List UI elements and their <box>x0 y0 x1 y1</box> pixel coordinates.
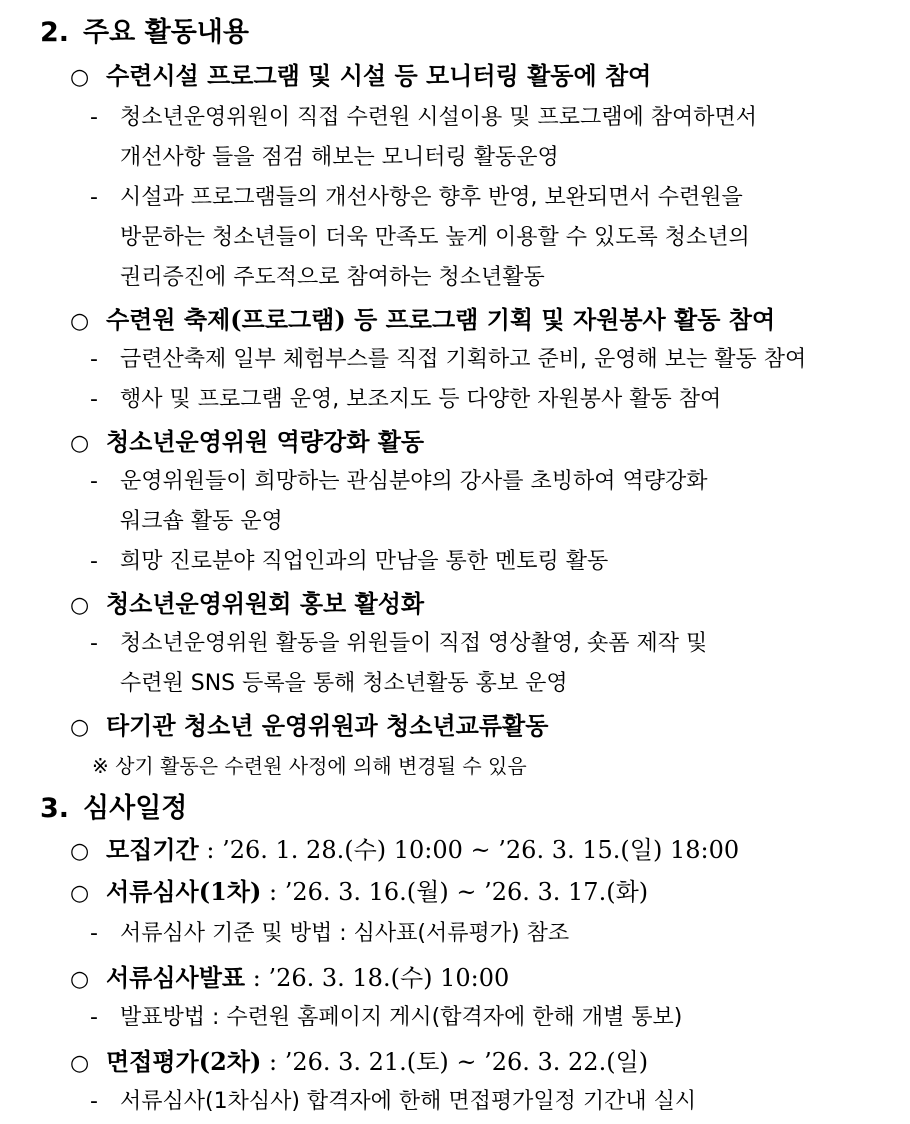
detail-text: 행사 및 프로그램 운영, 보조지도 등 다양한 자원봉사 활동 참여 <box>120 387 722 412</box>
dash-bullet: - <box>90 347 98 372</box>
schedule-item <box>70 830 739 865</box>
circle-bullet-icon: ○ <box>70 431 90 456</box>
activity-item <box>70 56 651 91</box>
schedule-date: ’26. 1. 28.(수) 10:00 ~ ’26. 3. 15.(일) 18:00 <box>222 836 740 864</box>
schedule-label: 모집기간 <box>106 835 199 864</box>
dash-bullet: - <box>90 1005 98 1030</box>
activity-item <box>70 706 548 741</box>
schedule-separator: : <box>198 836 223 864</box>
detail-text: 서류심사 기준 및 방법 : 심사표(서류평가) 참조 <box>120 921 570 946</box>
dash-bullet: - <box>90 387 98 412</box>
activity-title: 수련시설 프로그램 및 시설 등 모니터링 활동에 참여 <box>106 61 652 90</box>
detail-text: 청소년운영위원이 직접 수련원 시설이용 및 프로그램에 참여하면서 <box>120 105 758 130</box>
schedule-item <box>70 1042 648 1077</box>
schedule-date: ’26. 3. 16.(월) ~ ’26. 3. 17.(화) <box>284 878 649 906</box>
dash-bullet: - <box>90 631 98 656</box>
activity-item <box>70 584 424 619</box>
activity-detail <box>90 544 608 575</box>
dash-bullet: - <box>90 1089 98 1114</box>
circle-bullet-icon: ○ <box>70 839 90 864</box>
detail-continuation: 권리증진에 주도적으로 참여하는 청소년활동 <box>120 265 545 290</box>
circle-bullet-icon: ○ <box>70 309 90 334</box>
activity-detail <box>90 626 707 657</box>
schedule-label: 면접평가(2차) <box>106 1047 262 1076</box>
schedule-date: ’26. 3. 21.(토) ~ ’26. 3. 22.(일) <box>284 1048 649 1076</box>
dash-bullet: - <box>90 469 98 494</box>
circle-bullet-icon: ○ <box>70 881 90 906</box>
dash-bullet: - <box>90 185 98 210</box>
schedule-detail <box>90 916 569 947</box>
schedule-separator: : <box>245 964 269 992</box>
section-number: 3. <box>40 793 70 824</box>
detail-text: 희망 진로분야 직업인과의 만남을 통한 멘토링 활동 <box>120 549 609 574</box>
schedule-item <box>70 872 648 907</box>
schedule-separator: : <box>261 878 285 906</box>
activity-detail <box>90 180 743 211</box>
schedule-item <box>70 958 509 993</box>
activity-detail <box>90 464 708 495</box>
activity-title: 수련원 축제(프로그램) 등 프로그램 기획 및 자원봉사 활동 참여 <box>106 305 776 334</box>
footnote: ※ 상기 활동은 수련원 사정에 의해 변경될 수 있음 <box>92 754 527 778</box>
circle-bullet-icon: ○ <box>70 65 90 90</box>
dash-bullet: - <box>90 921 98 946</box>
section-3-heading <box>40 786 187 825</box>
detail-text: 청소년운영위원 활동을 위원들이 직접 영상촬영, 숏폼 제작 및 <box>120 631 708 656</box>
schedule-detail <box>90 1084 696 1115</box>
activity-title: 타기관 청소년 운영위원과 청소년교류활동 <box>106 711 549 740</box>
schedule-separator: : <box>261 1048 285 1076</box>
activity-title: 청소년운영위원 역량강화 활동 <box>106 427 425 456</box>
detail-continuation: 수련원 SNS 등록을 통해 청소년활동 홍보 운영 <box>120 671 568 696</box>
circle-bullet-icon: ○ <box>70 593 90 618</box>
detail-continuation: 워크숍 활동 운영 <box>120 509 283 534</box>
activity-title: 청소년운영위원회 홍보 활성화 <box>106 589 425 618</box>
detail-continuation: 개선사항 들을 점검 해보는 모니터링 활동운영 <box>120 145 559 170</box>
schedule-date: ’26. 3. 18.(수) 10:00 <box>268 964 510 992</box>
activity-detail <box>90 342 806 373</box>
schedule-label: 서류심사발표 <box>106 963 246 992</box>
activity-item <box>70 422 424 457</box>
dash-bullet: - <box>90 549 98 574</box>
activity-item <box>70 300 775 335</box>
circle-bullet-icon: ○ <box>70 967 90 992</box>
detail-text: 금련산축제 일부 체험부스를 직접 기획하고 준비, 운영해 보는 활동 참여 <box>120 347 807 372</box>
circle-bullet-icon: ○ <box>70 715 90 740</box>
dash-bullet: - <box>90 105 98 130</box>
detail-text: 서류심사(1차심사) 합격자에 한해 면접평가일정 기간내 실시 <box>120 1089 697 1114</box>
schedule-detail <box>90 1000 682 1031</box>
section-title: 주요 활동내용 <box>83 17 249 48</box>
detail-text: 발표방법 : 수련원 홈페이지 게시(합격자에 한해 개별 통보) <box>120 1005 683 1030</box>
activity-detail <box>90 382 721 413</box>
detail-continuation: 방문하는 청소년들이 더욱 만족도 높게 이용할 수 있도록 청소년의 <box>120 225 750 250</box>
circle-bullet-icon: ○ <box>70 1051 90 1076</box>
section-2-heading <box>40 10 249 49</box>
section-title: 심사일정 <box>83 793 188 824</box>
detail-text: 운영위원들이 희망하는 관심분야의 강사를 초빙하여 역량강화 <box>120 469 708 494</box>
schedule-label: 서류심사(1차) <box>106 877 262 906</box>
section-number: 2. <box>40 17 70 48</box>
detail-text: 시설과 프로그램들의 개선사항은 향후 반영, 보완되면서 수련원을 <box>120 185 743 210</box>
activity-detail <box>90 100 757 131</box>
